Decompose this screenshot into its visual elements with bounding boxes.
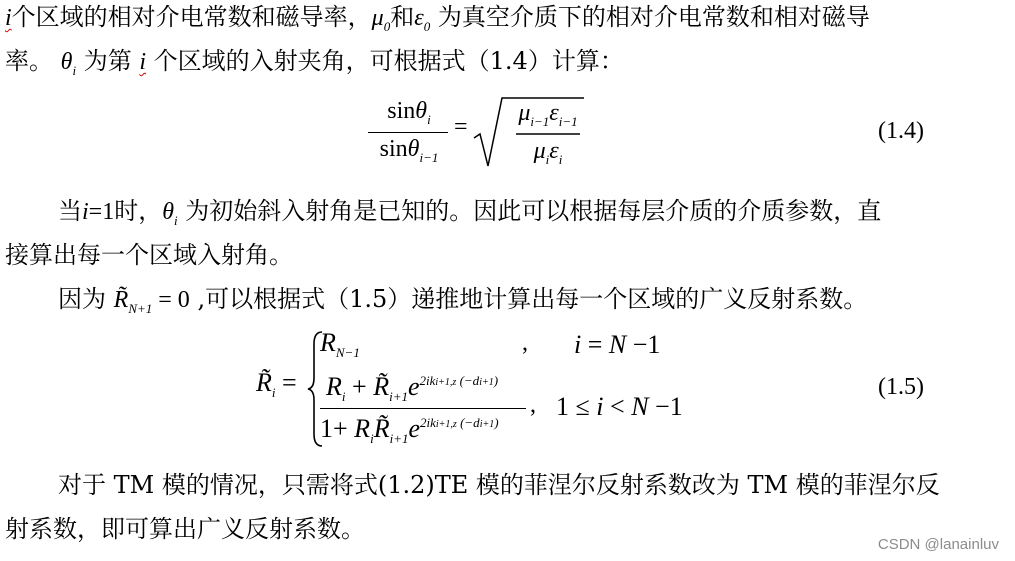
text: 当	[58, 197, 82, 225]
eps0: $\varepsilon_0$	[414, 5, 431, 34]
case1-cond: i = N −1	[574, 330, 661, 359]
equation-number: (1.4)	[878, 118, 924, 144]
eq14-rhs-den: $\mu_i\varepsilon_i$	[533, 138, 563, 167]
eq14-lhs-num: sinθ$_i$	[387, 98, 431, 127]
i-eq-1: i	[82, 199, 89, 225]
equation-1-4	[366, 92, 586, 172]
text: 个区域的相对介电常数和磁导率，	[11, 3, 372, 31]
text: 个区域的入射夹角，可根据式（1.4）计算：	[153, 47, 624, 75]
eq15-lhs: $R̃_i$ =	[256, 368, 297, 400]
case1-expr: $R_{N-1}$	[320, 328, 360, 360]
text: 因为	[58, 285, 106, 313]
para1-line1	[5, 2, 870, 36]
r-tilde-n1: $R̃_{N+1}$	[113, 287, 153, 316]
para2-line1	[58, 196, 881, 230]
case2-cond: 1 ≤ i < N −1	[556, 392, 683, 421]
text: 时，	[114, 197, 163, 225]
watermark: CSDN @lanainluv	[877, 536, 999, 553]
case2-bar	[320, 408, 526, 409]
equation-1-5	[256, 328, 696, 450]
var-i: i	[139, 49, 147, 75]
i-eq-1-rest: =1	[88, 199, 115, 225]
equation-number: (1.5)	[878, 374, 924, 400]
text: 为第	[83, 47, 132, 75]
case2-num: $R_i$ + $R̃_{i+1}e^{2iki+1,z (-di+1)}$	[326, 372, 499, 404]
mu0: $\mu_0$	[371, 5, 391, 34]
para3-line	[58, 284, 867, 318]
theta-i: $\theta_i$	[60, 49, 77, 78]
eq14-equals: =	[454, 114, 468, 140]
eq-zero: = 0	[152, 287, 190, 313]
text: 率。	[5, 47, 53, 75]
para4-line1: 对于 TM 模的情况，只需将式(1.2)TE 模的菲涅尔反射系数改为 TM 模的菲涅尔反	[58, 471, 940, 499]
para2-line2: 接算出每一个区域入射角。	[5, 241, 293, 269]
theta-i: $\theta_i$	[162, 199, 178, 228]
eq14-lhs-den: sinθ$_{i-1}$	[379, 136, 439, 165]
text: 和	[390, 3, 415, 31]
text: 为真空介质下的相对介电常数和相对磁导	[437, 3, 870, 31]
var-i: i	[5, 5, 12, 31]
case2-den: $1+ R_iR̃_{i+1}e^{2iki+1,z (-di+1)}$	[320, 414, 499, 446]
text: 为初始斜入射角是已知的。因此可以根据每层介质的介质参数，直	[185, 197, 882, 225]
eq14-rhs-num: $\mu_{i-1}\varepsilon_{i-1}$	[518, 100, 578, 129]
para4-line2: 射系数，即可算出广义反射系数。	[5, 515, 365, 543]
eq14-lhs-bar	[368, 132, 448, 133]
text: ,可以根据式（1.5）递推地计算出每一个区域的广义反射系数。	[197, 285, 868, 313]
case1-comma: ,	[522, 330, 528, 356]
case2-comma: ,	[530, 392, 536, 418]
para1-line2	[5, 46, 624, 80]
